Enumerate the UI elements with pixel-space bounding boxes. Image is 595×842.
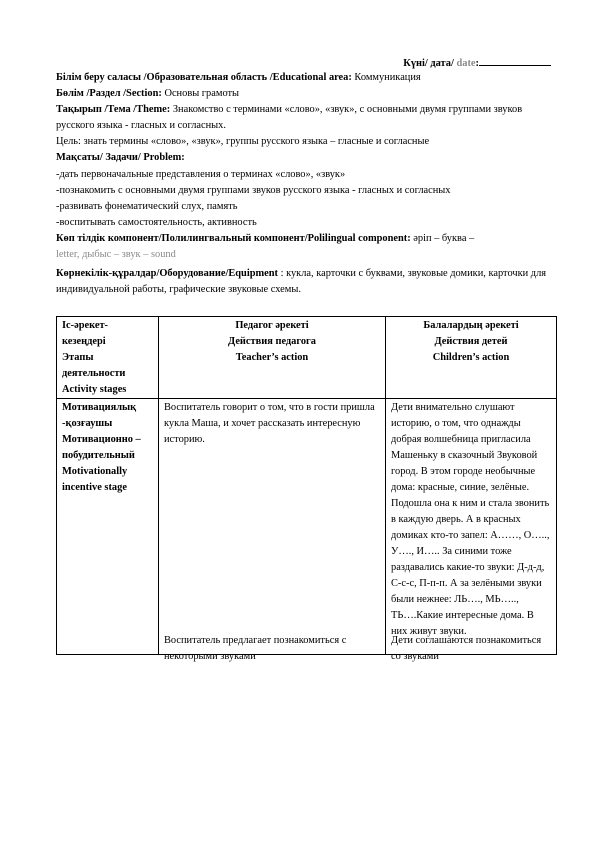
polylingual-line [56,231,556,247]
stage-text: incentive stage [62,482,127,493]
stage-text: Motivationally [62,466,128,477]
lesson-header [56,70,556,298]
task-item: -познакомить с основными двумя группами звуков русского языка - гласных и согласных [56,185,451,196]
polylingual-label: Көп тілдік компонент/Полилингвальный компонент/Polilingual component: [56,233,411,244]
task-item: -дать первоначальные представления о терминах «слово», «звук» [56,169,346,180]
topic-line [56,102,556,134]
goal-line: Цель: знать термины «слово», «звук», группы русского языка – гласные и согласные [56,136,430,147]
header-cell-stages [57,317,159,399]
equipment-line [56,266,556,298]
stage-text: побудительный [62,450,135,461]
header-text: Этапы [62,352,94,363]
children-action-text: Дети внимательно слушают историю, о том, что однажды добрая волшебница пригласила Машеньку в сказочный Звуковой город. В этом городе необычные дома: красные, синие, зелёные. Подошла она к ним и стала звонить в каждую дверь. А в красных домиках кто-то запел: А……, О….., У…., И….. За синими тоже раздавались какие-то звуки: Д-д-д, С-с-с, П-п-п. А за зелёными звуки были нежнее: ЛЬ…., МЬ….., ТЬ….Какие интересные дома. В них живут звуки. [391,402,550,637]
header-text: кезеңдері [62,336,106,347]
tasks-label-text: Мақсаты/ Задачи/ Problem: [56,152,185,163]
polylingual-value: әріп – буква – [410,233,475,244]
date-label-en: date [456,58,476,69]
teacher-action-cell [159,399,386,662]
task-item: -воспитывать самостоятельность, активность [56,217,257,228]
task-item: -развивать фонематический слух, память [56,201,238,212]
header-text: Activity stages [62,384,127,395]
header-text: Іс-әрекет- [62,320,109,331]
children-action-cell [386,399,557,662]
section-line [56,86,556,102]
date-colon: : [475,58,479,69]
header-text: деятельности [62,368,126,379]
header-cell-children [386,317,557,399]
tasks-label [56,150,556,166]
table-row [57,399,557,655]
header-text: Балалардың әрекеті [423,320,519,331]
children-action-text-2: Дети соглашаются познакомиться со звуками [391,635,542,662]
date-label: Күні/ дата/ [403,58,454,69]
header-cell-teacher [159,317,386,399]
section-label: Бөлім /Раздел /Section: [56,88,162,99]
table-header-row [57,317,557,399]
educational-area-label: Білім беру саласы /Образовательная область /Educational area: [56,72,352,83]
header-text: Действия педагога [228,336,316,347]
header-text: Children’s action [432,352,510,363]
teacher-action-text: Воспитатель говорит о том, что в гости пришла кукла Маша, и хочет рассказать интересную историю. [164,402,375,445]
lesson-plan-table [56,316,557,662]
educational-area-value: Коммуникация [351,72,421,83]
stage-cell [57,399,159,655]
header-text: Teacher’s action [235,352,309,363]
header-text: Педагог әрекеті [235,320,309,331]
header-text: Действия детей [434,336,508,347]
teacher-action-text-2: Воспитатель предлагает познакомиться с некоторыми звуками [164,635,347,662]
topic-value: Знакомство с терминами «слово», «звук», с основными двумя группами звуков русского языка - гласных и согласных. [56,104,523,131]
stage-text: -қозғаушы [62,418,113,429]
stage-text: Мотивационно – [62,434,141,445]
polylingual-translation: letter, дыбыс – звук – sound [56,249,176,260]
educational-area-line [56,70,556,86]
topic-label: Тақырып /Тема /Theme: [56,104,171,115]
equipment-value: : кукла, карточки с буквами, звуковые домики, карточки для индивидуальной работы, графические звуковые схемы. [56,268,547,295]
section-value: Основы грамоты [161,88,240,99]
equipment-label: Көрнекілік-құралдар/Оборудование/Equipment [56,268,278,279]
date-blank-line [479,55,551,66]
stage-text: Мотивациялық [62,402,137,413]
